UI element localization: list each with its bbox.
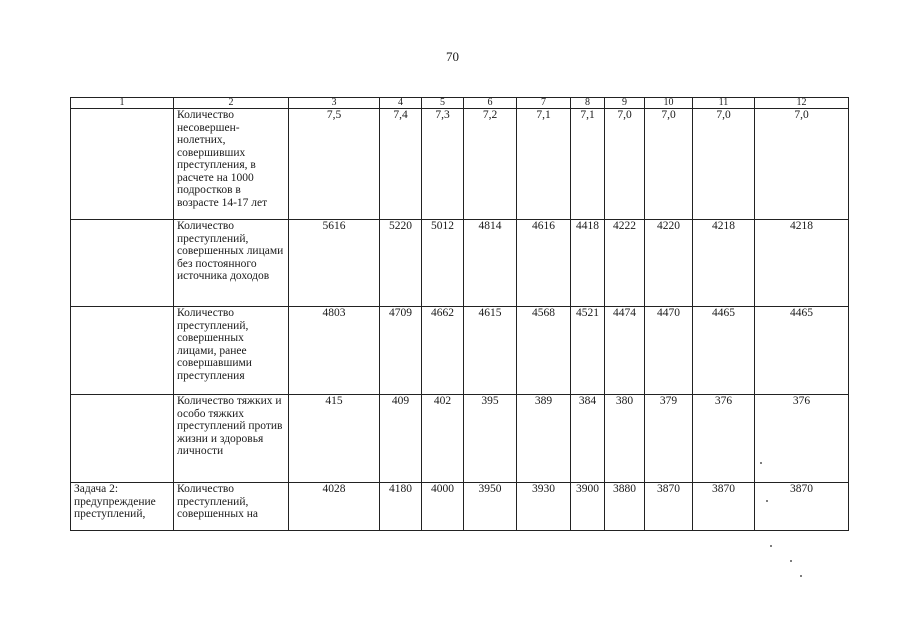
value-cell: 4470 xyxy=(645,307,693,395)
value-cell: 4474 xyxy=(605,307,645,395)
scan-speck xyxy=(760,462,762,464)
task-cell xyxy=(71,307,174,395)
table-row xyxy=(71,109,849,220)
column-number: 4 xyxy=(380,98,422,109)
column-number: 3 xyxy=(289,98,380,109)
value-cell: 4465 xyxy=(755,307,849,395)
value-cell: 5616 xyxy=(289,220,380,307)
value-cell: 4662 xyxy=(422,307,464,395)
indicator-cell: Количество преступлений, совершенных лицами, ранее совершавшими преступления xyxy=(174,307,289,395)
value-cell: 5220 xyxy=(380,220,422,307)
column-number: 5 xyxy=(422,98,464,109)
value-cell: 402 xyxy=(422,395,464,483)
value-cell: 4465 xyxy=(693,307,755,395)
value-cell: 7,0 xyxy=(645,109,693,220)
value-cell: 7,0 xyxy=(693,109,755,220)
value-cell: 4222 xyxy=(605,220,645,307)
column-number: 6 xyxy=(464,98,517,109)
value-cell: 409 xyxy=(380,395,422,483)
task-cell: Задача 2: предупреждение преступлений, xyxy=(71,483,174,531)
value-cell: 4709 xyxy=(380,307,422,395)
page-number: 70 xyxy=(446,49,459,64)
indicator-cell: Количество тяжких и особо тяжких преступлений против жизни и здоровья личности xyxy=(174,395,289,483)
scan-speck xyxy=(790,560,792,562)
value-cell: 7,2 xyxy=(464,109,517,220)
column-number: 2 xyxy=(174,98,289,109)
column-number: 10 xyxy=(645,98,693,109)
value-cell: 376 xyxy=(693,395,755,483)
value-cell: 7,1 xyxy=(517,109,571,220)
value-cell: 389 xyxy=(517,395,571,483)
value-cell: 7,3 xyxy=(422,109,464,220)
column-number: 8 xyxy=(571,98,605,109)
value-cell: 4615 xyxy=(464,307,517,395)
value-cell: 4028 xyxy=(289,483,380,531)
value-cell: 4803 xyxy=(289,307,380,395)
value-cell: 4218 xyxy=(755,220,849,307)
table-row xyxy=(71,307,849,395)
value-cell: 7,0 xyxy=(605,109,645,220)
value-cell: 5012 xyxy=(422,220,464,307)
indicators-table xyxy=(70,97,849,531)
task-cell xyxy=(71,109,174,220)
value-cell: 4616 xyxy=(517,220,571,307)
scan-speck xyxy=(800,575,802,577)
value-cell: 376 xyxy=(755,395,849,483)
table-row xyxy=(71,483,849,531)
task-cell xyxy=(71,395,174,483)
value-cell: 395 xyxy=(464,395,517,483)
value-cell: 4180 xyxy=(380,483,422,531)
scan-speck xyxy=(770,545,772,547)
column-number-row xyxy=(71,98,849,109)
value-cell: 379 xyxy=(645,395,693,483)
value-cell: 4814 xyxy=(464,220,517,307)
scan-speck xyxy=(766,500,768,502)
value-cell: 3870 xyxy=(755,483,849,531)
value-cell: 7,1 xyxy=(571,109,605,220)
value-cell: 380 xyxy=(605,395,645,483)
value-cell: 7,4 xyxy=(380,109,422,220)
column-number: 12 xyxy=(755,98,849,109)
value-cell: 4220 xyxy=(645,220,693,307)
value-cell: 4418 xyxy=(571,220,605,307)
value-cell: 4521 xyxy=(571,307,605,395)
column-number: 9 xyxy=(605,98,645,109)
indicator-cell: Количество преступлений, совершенных лицами без постоянного источника доходов xyxy=(174,220,289,307)
value-cell: 384 xyxy=(571,395,605,483)
value-cell: 3880 xyxy=(605,483,645,531)
table-row xyxy=(71,220,849,307)
value-cell: 3950 xyxy=(464,483,517,531)
value-cell: 4218 xyxy=(693,220,755,307)
value-cell: 4000 xyxy=(422,483,464,531)
table-row xyxy=(71,395,849,483)
column-number: 1 xyxy=(71,98,174,109)
column-number: 7 xyxy=(517,98,571,109)
value-cell: 3930 xyxy=(517,483,571,531)
column-number: 11 xyxy=(693,98,755,109)
value-cell: 7,5 xyxy=(289,109,380,220)
indicator-cell: Количество преступлений, совершенных на xyxy=(174,483,289,531)
task-cell xyxy=(71,220,174,307)
value-cell: 3870 xyxy=(645,483,693,531)
value-cell: 3870 xyxy=(693,483,755,531)
indicator-cell: Количество несовершен-нолетних, совершивших преступления, в расчете на 1000 подростков в возрасте 14-17 лет xyxy=(174,109,289,220)
value-cell: 415 xyxy=(289,395,380,483)
value-cell: 7,0 xyxy=(755,109,849,220)
value-cell: 3900 xyxy=(571,483,605,531)
value-cell: 4568 xyxy=(517,307,571,395)
